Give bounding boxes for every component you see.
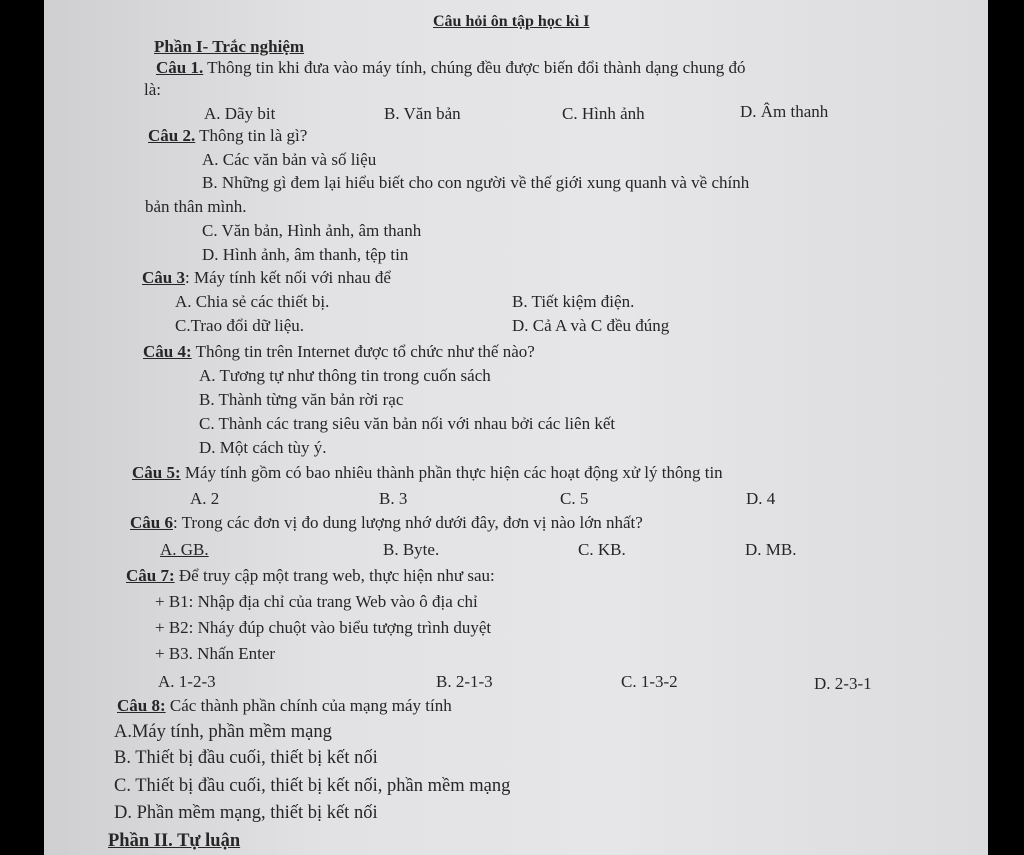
q8-option-c: C. Thiết bị đầu cuối, thiết bị kết nối, phần mềm mạng [114, 776, 511, 796]
part2-heading: Phần II. Tự luận [108, 831, 241, 851]
q4-option-a: A. Tương tự như thông tin trong cuốn sách [199, 366, 491, 385]
q1-option-d: D. Âm thanh [740, 102, 829, 121]
q4-option-d: D. Một cách tùy ý. [199, 438, 327, 457]
question-1 [156, 58, 745, 78]
q7-option-b: B. 2-1-3 [436, 672, 493, 691]
q1-option-a: A. Dãy bit [204, 104, 276, 123]
q5-option-b: B. 3 [379, 489, 408, 508]
q3-option-c: C.Trao đổi dữ liệu. [175, 316, 305, 335]
question-text: Thông tin là gì? [195, 126, 308, 145]
question-7 [126, 566, 495, 586]
q7-option-a: A. 1-2-3 [158, 672, 216, 691]
q5-option-d: D. 4 [746, 489, 776, 508]
q4-option-b: B. Thành từng văn bản rời rạc [199, 390, 404, 409]
q6-option-b: B. Byte. [383, 540, 440, 559]
question-text: Thông tin khi đưa vào máy tính, chúng đều được biến đổi thành dạng chung đó [203, 58, 746, 77]
exam-document [44, 0, 988, 855]
title-text: Câu hỏi ôn tập học kì I [433, 13, 590, 30]
q7-step-2: + B2: Nháy đúp chuột vào biểu tượng trình duyệt [155, 618, 492, 637]
q6-option-d: D. MB. [745, 540, 797, 559]
question-2 [148, 126, 307, 146]
question-text: Để truy cập một trang web, thực hiện như sau: [174, 566, 495, 585]
q6-option-a [126, 540, 209, 560]
question-text: Máy tính gồm có bao nhiêu thành phần thực hiện các hoạt động xử lý thông tin [180, 463, 723, 482]
question-label: Câu 2. [148, 126, 196, 145]
q7-step-3: + B3. Nhấn Enter [155, 644, 276, 663]
document-title [433, 12, 590, 32]
q3-option-a: A. Chia sẻ các thiết bị. [175, 292, 330, 311]
question-label: Câu 1. [156, 58, 204, 77]
q3-option-d: D. Cả A và C đều đúng [512, 316, 670, 335]
question-1-text-cont: là: [144, 80, 161, 99]
q8-option-a: A.Máy tính, phần mềm mạng [114, 722, 332, 742]
question-8 [117, 696, 452, 716]
q7-step-1: + B1: Nhập địa chỉ của trang Web vào ô địa chỉ [155, 592, 478, 611]
question-label: Câu 3 [142, 268, 185, 287]
q2-option-c: C. Văn bản, Hình ảnh, âm thanh [202, 221, 422, 240]
question-text: Các thành phần chính của mạng máy tính [165, 696, 452, 715]
question-3 [142, 268, 391, 288]
q2-option-d: D. Hình ảnh, âm thanh, tệp tin [202, 245, 409, 264]
question-label: Câu 8: [117, 696, 166, 715]
q5-option-c: C. 5 [560, 489, 589, 508]
q5-option-a: A. 2 [190, 489, 220, 508]
q8-option-b: B. Thiết bị đầu cuối, thiết bị kết nối [114, 748, 378, 768]
part1-heading: Phần I- Trắc nghiệm [154, 37, 305, 56]
q7-option-c: C. 1-3-2 [621, 672, 678, 691]
q7-option-d: D. 2-3-1 [814, 674, 872, 693]
question-label: Câu 4: [143, 342, 192, 361]
q1-option-c: C. Hình ảnh [562, 104, 645, 123]
q4-option-c: C. Thành các trang siêu văn bản nối với nhau bởi các liên kết [199, 414, 616, 433]
question-5 [132, 463, 723, 483]
question-text: : Trong các đơn vị đo dung lượng nhớ dưới đây, đơn vị nào lớn nhất? [172, 513, 643, 532]
question-label: Câu 7: [126, 566, 175, 585]
q2-option-b-cont: bản thân mình. [145, 197, 247, 216]
question-text: : Máy tính kết nối với nhau để [184, 268, 391, 287]
q3-option-b: B. Tiết kiệm điện. [512, 292, 635, 311]
question-6 [130, 513, 643, 533]
q2-option-b: B. Những gì đem lại hiểu biết cho con người về thế giới xung quanh và về chính [202, 173, 750, 192]
question-label: Câu 6 [130, 513, 173, 532]
question-text: Thông tin trên Internet được tổ chức như thế nào? [191, 342, 535, 361]
question-label: Câu 5: [132, 463, 181, 482]
q8-option-d: D. Phần mềm mạng, thiết bị kết nối [114, 803, 378, 823]
paper-sheet [44, 0, 988, 855]
q6-option-a-text: A. GB. [160, 540, 209, 559]
q6-option-c: C. KB. [578, 540, 626, 559]
question-4 [143, 342, 535, 362]
q1-option-b: B. Văn bản [384, 104, 461, 123]
q2-option-a: A. Các văn bản và số liệu [202, 150, 377, 169]
